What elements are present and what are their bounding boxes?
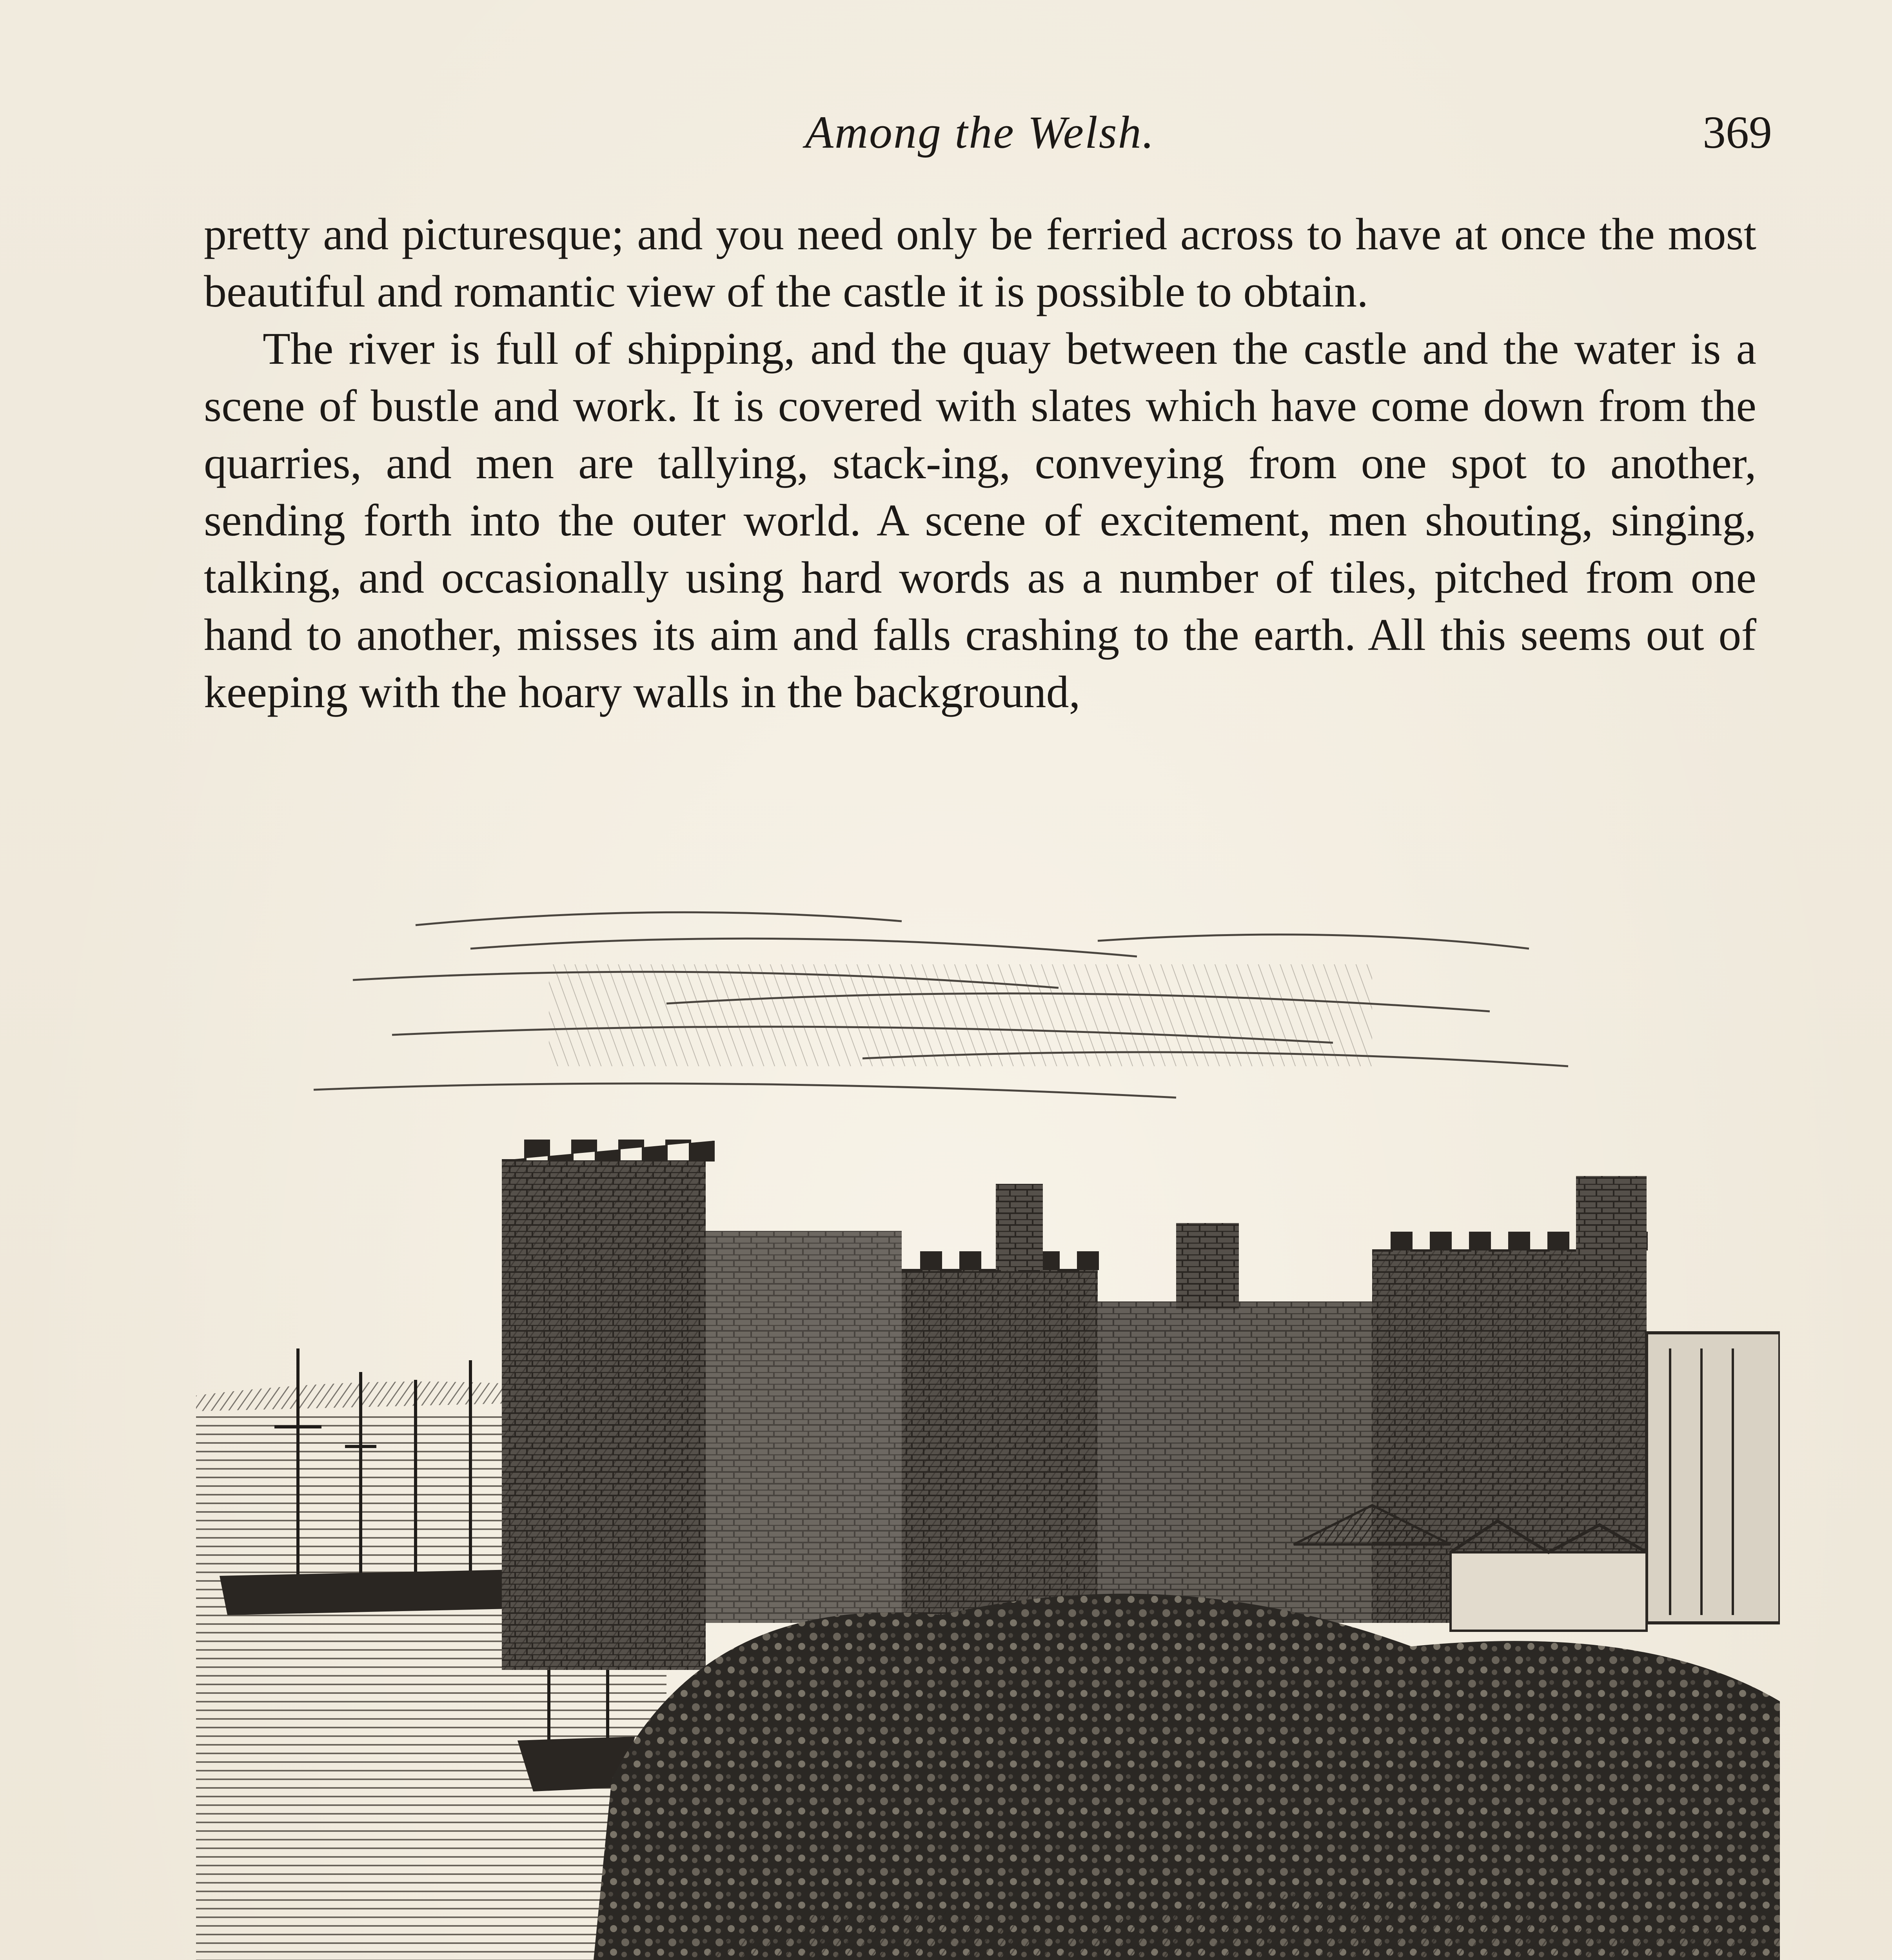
page-number: 369: [1703, 107, 1772, 158]
body-text-top: [204, 206, 1756, 721]
castle-illustration: [196, 878, 1780, 1960]
castle-engraving: [196, 878, 1780, 1960]
running-title: Among the Welsh.: [805, 107, 1155, 158]
distant-shore: [196, 1381, 510, 1411]
cloud-shading: [549, 964, 1372, 1066]
paragraph: pretty and picturesque; and you need only be ferried across to have at once the most beautiful and romantic view of the castle it is possible to obtain.: [204, 209, 1756, 317]
paragraph: The river is full of shipping, and the quay between the castle and the water is a scene of bustle and work. It is covered with slates which have come down from the quarries, and men are tallying, stack-ing, conveying from one spot to another, sending forth into the outer world. A scene of excitement, men shouting, singing, talking, and occasionally using hard words as a number of tiles, pitched from one hand to another, misses its aim and falls crashing to the earth. All this seems out of keeping with the hoary walls in the background,: [204, 324, 1756, 717]
foreground-foliage: [588, 1594, 1780, 1960]
page-header: [204, 98, 1772, 172]
